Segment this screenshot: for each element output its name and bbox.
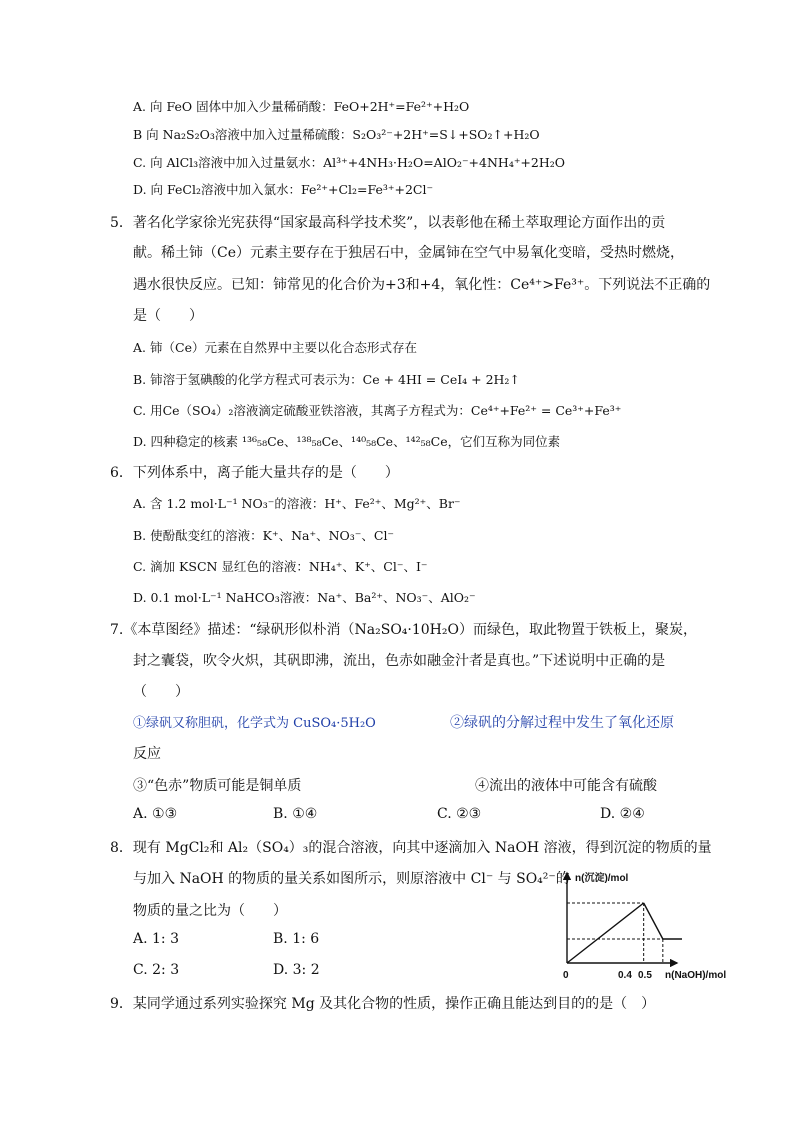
q5-option-a: A. 铈（Ce）元素在自然界中主要以化合态形式存在 bbox=[133, 340, 417, 355]
q5-stem-line-1: 5．著名化学家徐光宪获得“国家最高科学技术奖”，以表彰他在稀土萃取理论方面作出的贡 bbox=[110, 215, 666, 231]
q4-option-a: A. 向 FeO 固体中加入少量稀硝酸：FeO+2H⁺=Fe²⁺+H₂O bbox=[133, 99, 470, 114]
q5-stem-line-3: 遇水很快反应。已知：铈常见的化合价为+3和+4，氧化性：Ce⁴⁺>Fe³⁺。下列说法不正确的 bbox=[133, 277, 711, 293]
q7-statement-2-cont: 反应 bbox=[133, 746, 161, 762]
q6-stem: 6．下列体系中，离子能大量共存的是（ ） bbox=[110, 465, 399, 481]
q7-statement-1: ①绿矾又称胆矾，化学式为 CuSO₄·5H₂O bbox=[133, 716, 376, 731]
tick-label-2: 0.5 bbox=[638, 970, 652, 981]
tick-label-1: 0.4 bbox=[618, 970, 632, 981]
q8-choice-d: D. 3: 2 bbox=[273, 962, 320, 978]
q5-option-c: C. 用Ce（SO₄）₂溶液滴定硫酸亚铁溶液，其离子方程式为：Ce⁴⁺+Fe²⁺ = Ce³⁺+Fe³⁺ bbox=[133, 403, 622, 418]
q5-stem-line-2: 献。稀土铈（Ce）元素主要存在于独居石中，金属铈在空气中易氧化变暗，受热时燃烧， bbox=[133, 245, 684, 261]
q9-stem: 9．某同学通过系列实验探究 Mg 及其化合物的性质，操作正确且能达到目的的是（ ） bbox=[110, 996, 656, 1012]
series-segment-1 bbox=[567, 903, 644, 963]
q5-option-b: B. 铈溶于氢碘酸的化学方程式可表示为：Ce + 4HI = CeI₄ + 2H₂↑ bbox=[133, 372, 520, 387]
q7-choice-b: B. ①④ bbox=[273, 806, 318, 822]
q4-option-c: C. 向 AlCl₃溶液中加入过量氨水：Al³⁺+4NH₃·H₂O=AlO₂⁻+4NH₄⁺+2H₂O bbox=[133, 155, 566, 170]
q6-option-d: D. 0.1 mol·L⁻¹ NaHCO₃溶液：Na⁺、Ba²⁺、NO₃⁻、AlO₂⁻ bbox=[133, 590, 476, 605]
q6-option-c: C. 滴加 KSCN 显红色的溶液：NH₄⁺、K⁺、Cl⁻、I⁻ bbox=[133, 559, 428, 574]
q8-choice-a: A. 1: 3 bbox=[133, 931, 179, 947]
q8-stem-line-2: 与加入 NaOH 的物质的量关系如图所示，则原溶液中 Cl⁻ 与 SO₄²⁻的 bbox=[133, 871, 570, 887]
q8-precipitate-chart bbox=[555, 865, 745, 985]
q7-stem-line-1: 7.《本草图经》描述：“绿矾形似朴消（Na₂SO₄·10H₂O）而绿色，取此物置于铁板上，聚炭， bbox=[110, 622, 697, 638]
x-axis-label: n(NaOH)/mol bbox=[665, 970, 727, 981]
q7-stem-line-3: （ ） bbox=[133, 684, 189, 700]
q4-option-d: D. 向 FeCl₂溶液中加入氯水：Fe²⁺+Cl₂=Fe³⁺+2Cl⁻ bbox=[133, 182, 434, 197]
q7-choice-c: C. ②③ bbox=[437, 806, 482, 822]
q7-choice-a: A. ①③ bbox=[133, 806, 178, 822]
y-axis-label: n(沉淀)/mol bbox=[575, 873, 629, 884]
q6-option-b: B. 使酚酞变红的溶液：K⁺、Na⁺、NO₃⁻、Cl⁻ bbox=[133, 528, 395, 543]
q8-choice-c: C. 2: 3 bbox=[133, 962, 180, 978]
q8-stem-line-3: 物质的量之比为（ ） bbox=[133, 903, 287, 919]
q7-statement-2: ②绿矾的分解过程中发生了氧化还原 bbox=[450, 715, 674, 731]
q7-statement-4: ④流出的液体中可能含有硫酸 bbox=[475, 778, 657, 794]
q5-option-d: D. 四种稳定的核素 ¹³⁶₅₈Ce、¹³⁸₅₈Ce、¹⁴⁰₅₈Ce、¹⁴²₅₈Ce，它们互称为同位素 bbox=[133, 434, 561, 449]
q8-choice-b: B. 1: 6 bbox=[273, 931, 320, 947]
q8-stem-line-1: 8．现有 MgCl₂和 Al₂（SO₄）₃的混合溶液，向其中逐滴加入 NaOH 溶液，得到沉淀的物质的量 bbox=[110, 840, 712, 856]
series-segment-2 bbox=[644, 903, 663, 939]
q7-choice-d: D. ②④ bbox=[600, 806, 645, 822]
q5-stem-line-4: 是（ ） bbox=[133, 308, 203, 324]
q6-option-a: A. 含 1.2 mol·L⁻¹ NO₃⁻的溶液：H⁺、Fe²⁺、Mg²⁺、Br⁻ bbox=[133, 496, 461, 511]
q7-stem-line-2: 封之囊袋，吹令火炽，其矾即沸，流出，色赤如融金汁者是真也。”下述说明中正确的是 bbox=[133, 653, 666, 669]
q7-statement-3: ③“色赤”物质可能是铜单质 bbox=[133, 778, 302, 794]
q4-option-b: B 向 Na₂S₂O₃溶液中加入过量稀硫酸：S₂O₃²⁻+2H⁺=S↓+SO₂↑+H₂O bbox=[133, 127, 540, 142]
tick-label-0: 0 bbox=[563, 970, 569, 981]
